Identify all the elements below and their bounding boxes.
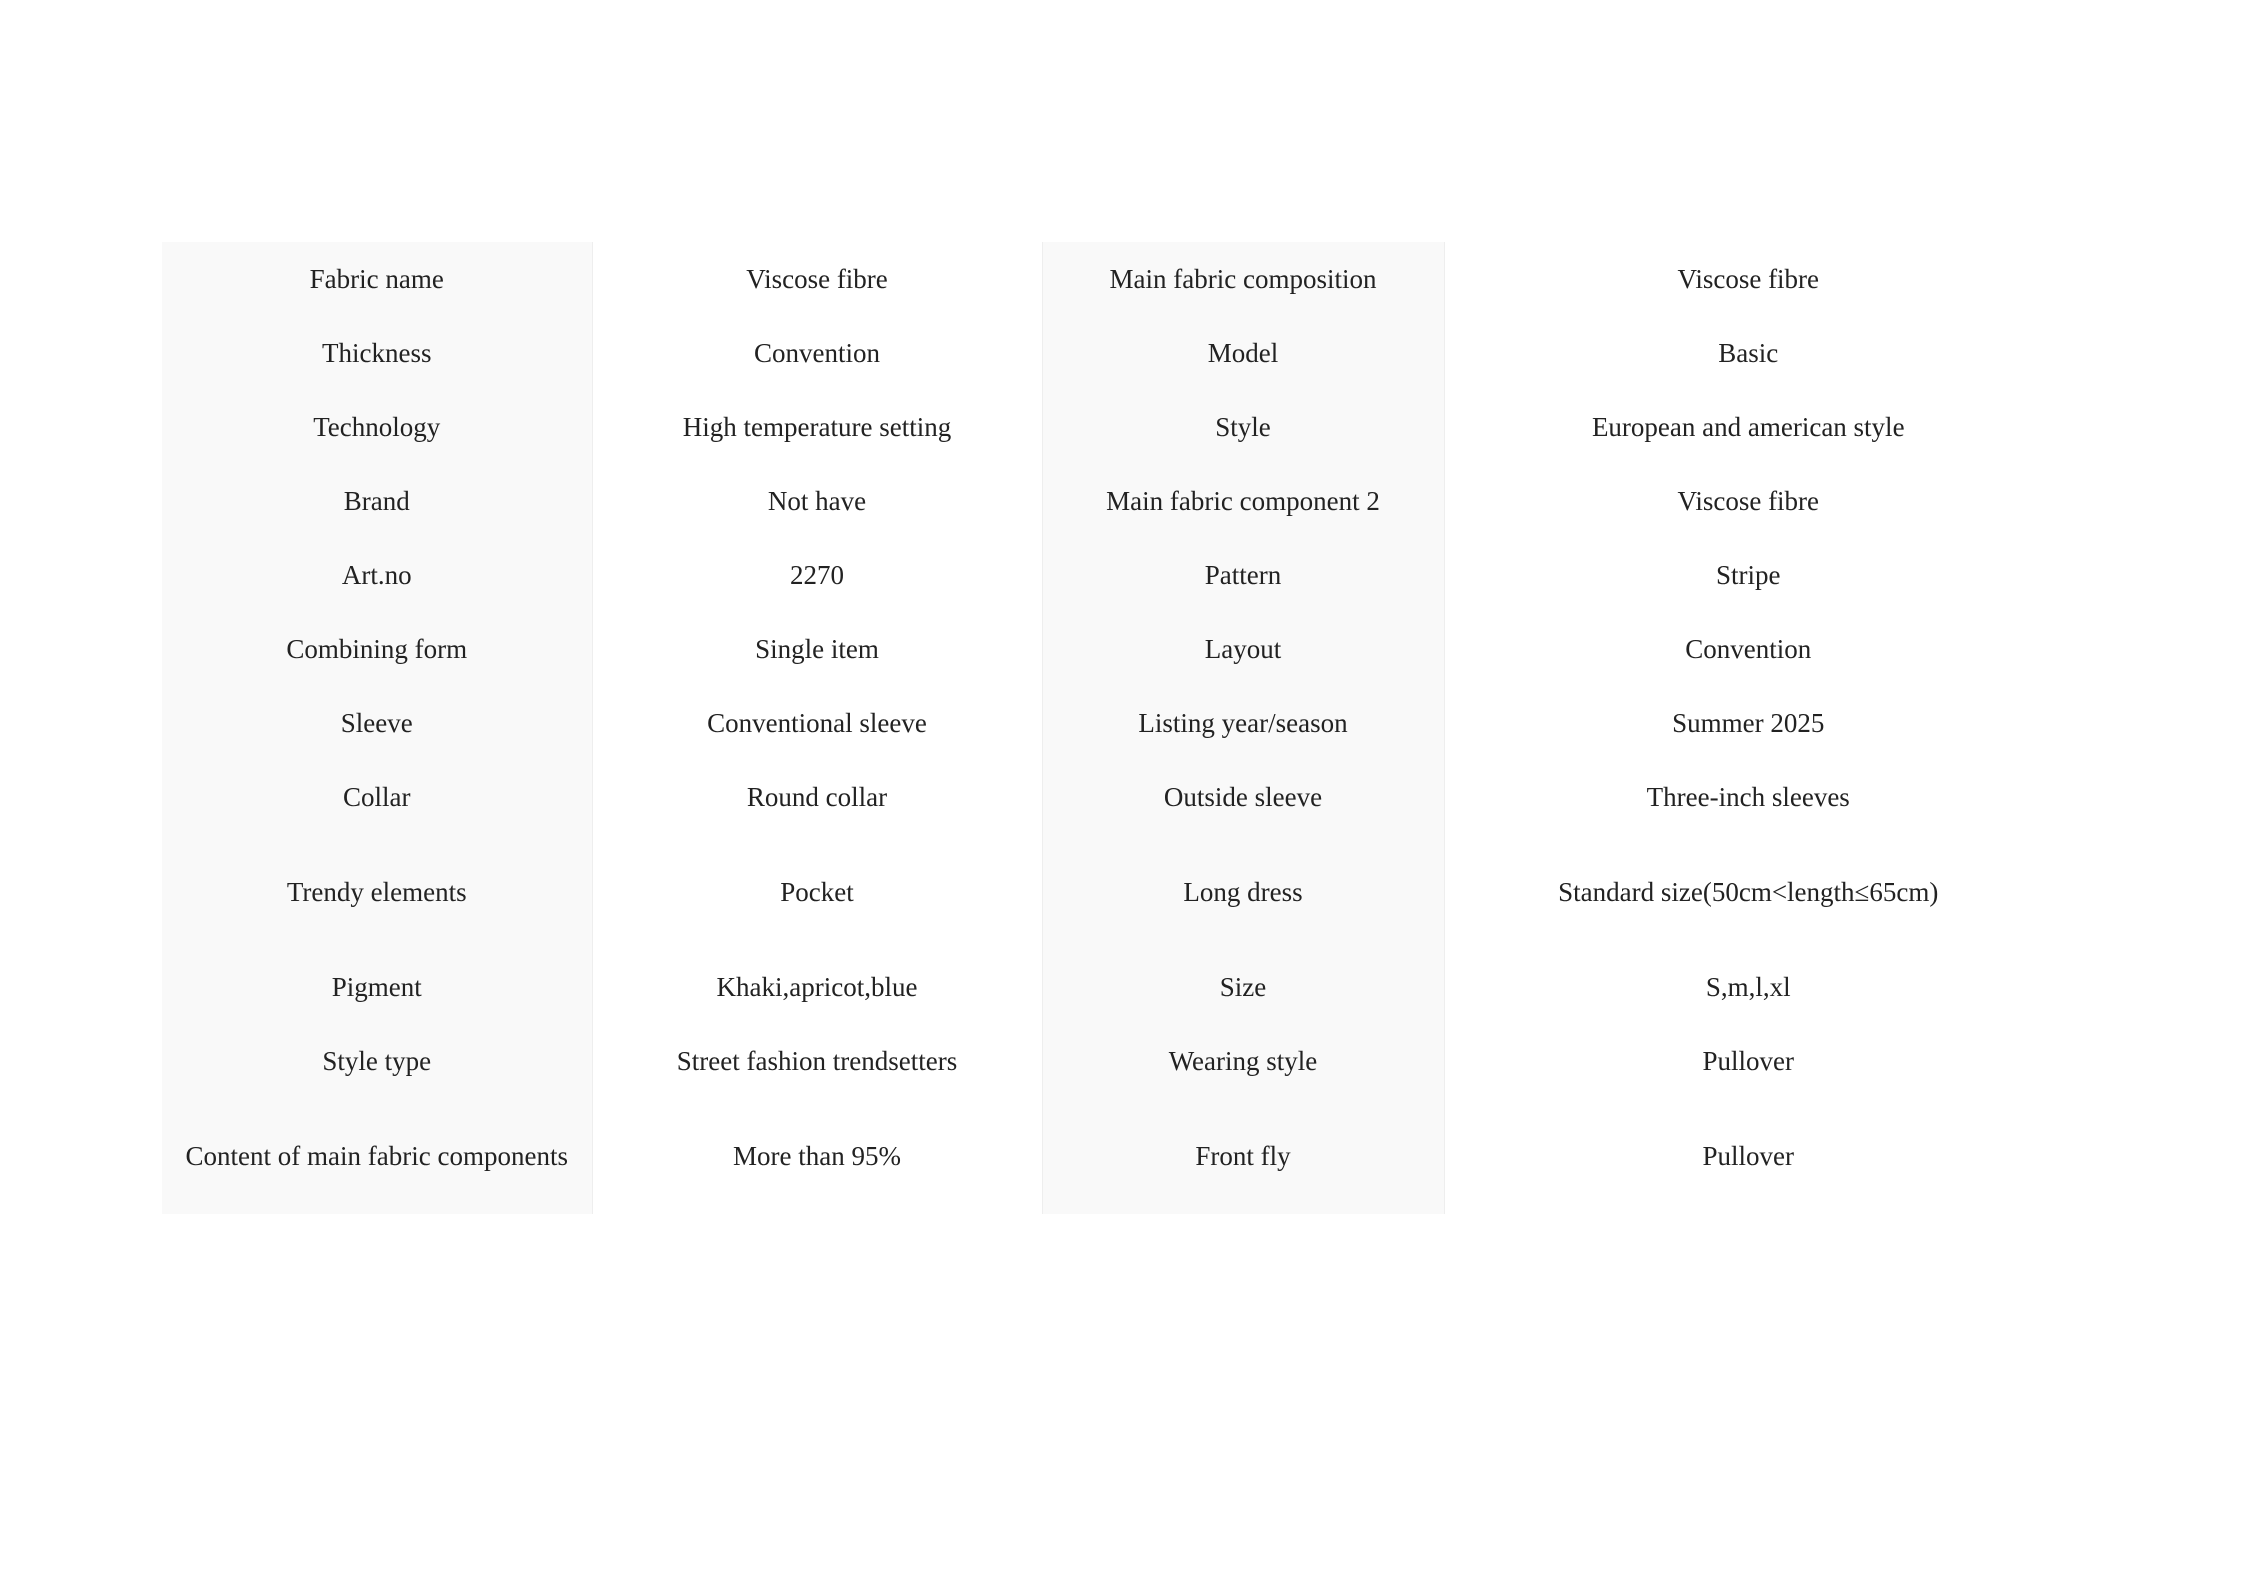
attribute-value: 2270 xyxy=(592,538,1042,612)
spec-table xyxy=(162,242,2052,1214)
attribute-label: Listing year/season xyxy=(1042,686,1444,760)
attribute-label: Art.no xyxy=(162,538,592,612)
table-row xyxy=(162,390,2052,464)
attribute-label: Long dress xyxy=(1042,834,1444,950)
table-row xyxy=(162,1024,2052,1098)
table-row xyxy=(162,950,2052,1024)
attribute-label: Pattern xyxy=(1042,538,1444,612)
attribute-value: Summer 2025 xyxy=(1672,708,1825,738)
attribute-label: Sleeve xyxy=(162,686,592,760)
attribute-value: More than 95% xyxy=(592,1098,1042,1214)
attribute-value: S,m,l,xl xyxy=(1705,972,1791,1002)
attribute-value: High temperature setting xyxy=(592,390,1042,464)
attribute-label: Style xyxy=(1042,390,1444,464)
attribute-value: Stripe xyxy=(1716,560,1781,590)
attribute-label: Technology xyxy=(162,390,592,464)
attribute-value: European and american style xyxy=(1591,412,1905,442)
attribute-value: Viscose fibre xyxy=(1677,264,1820,294)
table-row xyxy=(162,760,2052,834)
attribute-label: Trendy elements xyxy=(162,834,592,950)
table-row xyxy=(162,686,2052,760)
attribute-label: Wearing style xyxy=(1042,1024,1444,1098)
table-row xyxy=(162,612,2052,686)
attribute-label: Collar xyxy=(162,760,592,834)
attribute-value: Not have xyxy=(592,464,1042,538)
attribute-label: Content of main fabric components xyxy=(162,1098,592,1214)
attribute-label: Outside sleeve xyxy=(1042,760,1444,834)
attribute-value: Viscose fibre xyxy=(592,242,1042,316)
attribute-value: Standard size(50cm<length≤65cm) xyxy=(1558,877,1939,907)
attribute-value: Single item xyxy=(592,612,1042,686)
table-row xyxy=(162,242,2052,316)
attribute-value: Street fashion trendsetters xyxy=(592,1024,1042,1098)
attribute-label: Layout xyxy=(1042,612,1444,686)
attribute-value: Basic xyxy=(1718,338,1779,368)
attribute-label: Model xyxy=(1042,316,1444,390)
table-row xyxy=(162,834,2052,950)
table-row xyxy=(162,316,2052,390)
attribute-value: Convention xyxy=(1685,634,1812,664)
attribute-label: Size xyxy=(1042,950,1444,1024)
table-row xyxy=(162,464,2052,538)
attribute-label: Style type xyxy=(162,1024,592,1098)
table-row xyxy=(162,1098,2052,1214)
attribute-value: Round collar xyxy=(592,760,1042,834)
attribute-value: Viscose fibre xyxy=(1677,486,1820,516)
attribute-value: Convention xyxy=(592,316,1042,390)
table-row xyxy=(162,538,2052,612)
attribute-label: Combining form xyxy=(162,612,592,686)
attribute-label: Thickness xyxy=(162,316,592,390)
attribute-value: Pocket xyxy=(592,834,1042,950)
attribute-label: Front fly xyxy=(1042,1098,1444,1214)
attribute-value: Three-inch sleeves xyxy=(1646,782,1850,812)
attribute-label: Fabric name xyxy=(162,242,592,316)
attribute-label: Brand xyxy=(162,464,592,538)
attribute-label: Main fabric composition xyxy=(1042,242,1444,316)
attribute-label: Main fabric component 2 xyxy=(1042,464,1444,538)
attribute-value: Pullover xyxy=(1702,1046,1794,1076)
attribute-label: Pigment xyxy=(162,950,592,1024)
attribute-value: Khaki,apricot,blue xyxy=(592,950,1042,1024)
attribute-value: Conventional sleeve xyxy=(592,686,1042,760)
attribute-value: Pullover xyxy=(1702,1141,1794,1171)
